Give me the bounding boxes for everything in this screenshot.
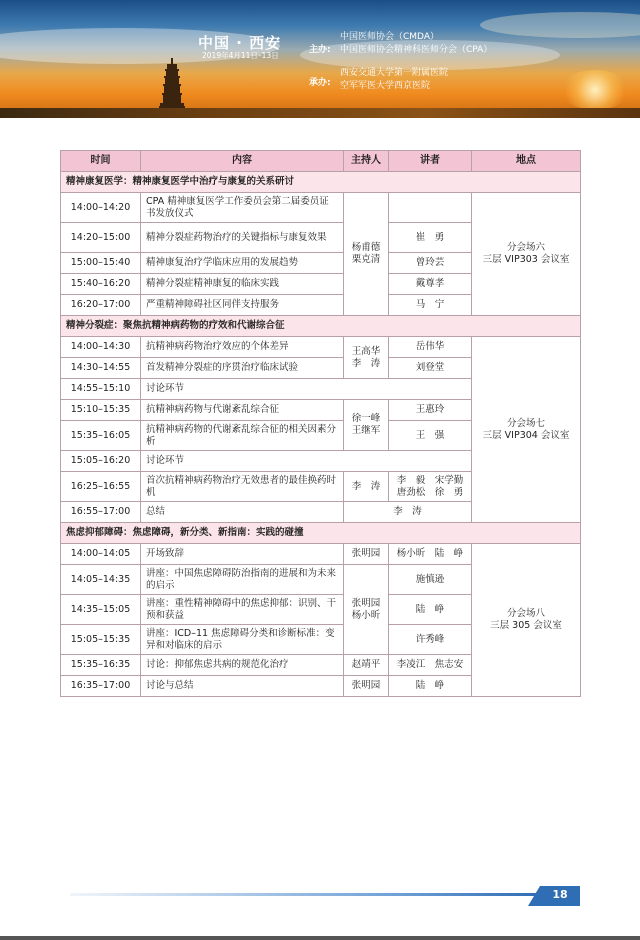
time-cell: 14:30–14:55: [61, 358, 141, 379]
content-cell: 讨论与总结: [141, 676, 344, 697]
content-cell: 首次抗精神病药物治疗无效患者的最佳换药时机: [141, 472, 344, 502]
chair-cell: 李 涛: [344, 472, 389, 502]
organizer-label: 承办:: [309, 78, 331, 88]
content-cell: 精神分裂症药物治疗的关键指标与康复效果: [141, 223, 344, 253]
venue-cell: 分会场七 三层 VIP304 会议室: [472, 337, 581, 523]
section-title: 焦虑抑郁障碍：焦虑障碍，新分类、新指南：实践的碰撞: [61, 523, 581, 544]
header-speaker: 讲者: [389, 151, 472, 172]
content-cell: CPA 精神康复医学工作委员会第二届委员证书发放仪式: [141, 193, 344, 223]
time-cell: 14:55–15:10: [61, 379, 141, 400]
content-cell: 讨论环节: [141, 379, 472, 400]
table-row: [61, 193, 581, 223]
venue-cell: 分会场八 三层 305 会议室: [472, 544, 581, 697]
content-cell: 讨论：抑郁焦虑共病的规范化治疗: [141, 655, 344, 676]
speaker-cell: 马 宁: [389, 295, 472, 316]
speaker-cell: [389, 193, 472, 223]
header-time: 时间: [61, 151, 141, 172]
host-label: 主办:: [309, 45, 331, 55]
content-cell: 首发精神分裂症的序贯治疗临床试验: [141, 358, 344, 379]
time-cell: 14:05–14:35: [61, 565, 141, 595]
speaker-cell: 王惠玲: [389, 400, 472, 421]
host-line: 中国医师协会精神科医师分会（CPA）: [340, 45, 493, 55]
table-header-row: [61, 151, 581, 172]
event-date: 2019年4月11日–13日: [202, 51, 279, 60]
host-list: [340, 31, 492, 57]
chair-cell: 张明园: [344, 676, 389, 697]
venue-cell: 分会场六 三层 VIP303 会议室: [472, 193, 581, 316]
chair-cell: 徐一峰 王继军: [344, 400, 389, 451]
speaker-cell: 李 毅 宋学勤 唐劲松 徐 勇: [389, 472, 472, 502]
chair-cell: 杨甫德 栗克清: [344, 193, 389, 316]
speaker-cell: 陆 峥: [389, 595, 472, 625]
time-cell: 16:25–16:55: [61, 472, 141, 502]
content-cell: 讲座：中国焦虑障碍防治指南的进展和为未来的启示: [141, 565, 344, 595]
speaker-cell: 戴尊孝: [389, 274, 472, 295]
speaker-cell: 刘登堂: [389, 358, 472, 379]
content-cell: 讨论环节: [141, 451, 472, 472]
cloud-decoration: [480, 12, 640, 38]
content-cell: 抗精神病药物与代谢紊乱综合征: [141, 400, 344, 421]
chair-cell: 张明园 杨小昕: [344, 565, 389, 655]
footer-rule: [70, 893, 540, 896]
time-cell: 15:05–15:35: [61, 625, 141, 655]
header-content: 内容: [141, 151, 344, 172]
time-cell: 15:35–16:35: [61, 655, 141, 676]
bottom-edge: [0, 936, 640, 940]
table-row: [61, 544, 581, 565]
event-city: 中国 · 西安: [198, 34, 282, 52]
content-cell: 严重精神障碍社区同伴支持服务: [141, 295, 344, 316]
speaker-cell: 岳伟华: [389, 337, 472, 358]
page-number: 18: [552, 888, 568, 901]
time-cell: 15:40–16:20: [61, 274, 141, 295]
time-cell: 16:35–17:00: [61, 676, 141, 697]
section-row: [61, 523, 581, 544]
speaker-cell: 李凌江 焦志安: [389, 655, 472, 676]
chair-cell: 赵靖平: [344, 655, 389, 676]
content-cell: 精神康复治疗学临床应用的发展趋势: [141, 253, 344, 274]
section-row: [61, 316, 581, 337]
ground-silhouette: [0, 108, 640, 118]
speaker-cell: 施慎逊: [389, 565, 472, 595]
time-cell: 15:10–15:35: [61, 400, 141, 421]
time-cell: 15:35–16:05: [61, 421, 141, 451]
speaker-cell: 陆 峥: [389, 676, 472, 697]
time-cell: 15:05–16:20: [61, 451, 141, 472]
time-cell: 14:20–15:00: [61, 223, 141, 253]
speaker-cell: 曾玲芸: [389, 253, 472, 274]
time-cell: 14:00–14:20: [61, 193, 141, 223]
organizer-line: 空军军医大学西京医院: [340, 81, 431, 91]
chair-cell: 王高华 李 涛: [344, 337, 389, 379]
host-line: 中国医师协会（CMDA）: [340, 32, 439, 42]
speaker-cell: 许秀峰: [389, 625, 472, 655]
time-cell: 14:00–14:30: [61, 337, 141, 358]
section-title: 精神康复医学：精神康复医学中治疗与康复的关系研讨: [61, 172, 581, 193]
chair-cell: 张明园: [344, 544, 389, 565]
speaker-cell: 崔 勇: [389, 223, 472, 253]
time-cell: 15:00–15:40: [61, 253, 141, 274]
content-cell: 总结: [141, 502, 344, 523]
sunset-glow: [560, 70, 630, 110]
speaker-cell: 王 强: [389, 421, 472, 451]
content-cell: 开场致辞: [141, 544, 344, 565]
content-cell: 抗精神病药物的代谢紊乱综合征的相关因素分析: [141, 421, 344, 451]
time-cell: 16:55–17:00: [61, 502, 141, 523]
organizer-list: [340, 67, 448, 93]
time-cell: 14:00–14:05: [61, 544, 141, 565]
content-cell: 精神分裂症精神康复的临床实践: [141, 274, 344, 295]
organizer-line: 西安交通大学第一附属医院: [340, 68, 449, 78]
section-title: 精神分裂症：聚焦抗精神病药物的疗效和代谢综合征: [61, 316, 581, 337]
header-banner: [0, 0, 640, 118]
schedule-table: [60, 150, 581, 697]
header-venue: 地点: [472, 151, 581, 172]
content-cell: 抗精神病药物治疗效应的个体差异: [141, 337, 344, 358]
content-cell: 讲座：ICD–11 焦虑障碍分类和诊断标准：变异和对临床的启示: [141, 625, 344, 655]
speaker-cell: 杨小昕 陆 峥: [389, 544, 472, 565]
header-chair: 主持人: [344, 151, 389, 172]
content-cell: 讲座：重性精神障碍中的焦虑抑郁：识别、干预和获益: [141, 595, 344, 625]
table-row: [61, 337, 581, 358]
speaker-cell: 李 涛: [344, 502, 472, 523]
section-row: [61, 172, 581, 193]
pagoda-icon: [156, 58, 188, 114]
time-cell: 16:20–17:00: [61, 295, 141, 316]
time-cell: 14:35–15:05: [61, 595, 141, 625]
